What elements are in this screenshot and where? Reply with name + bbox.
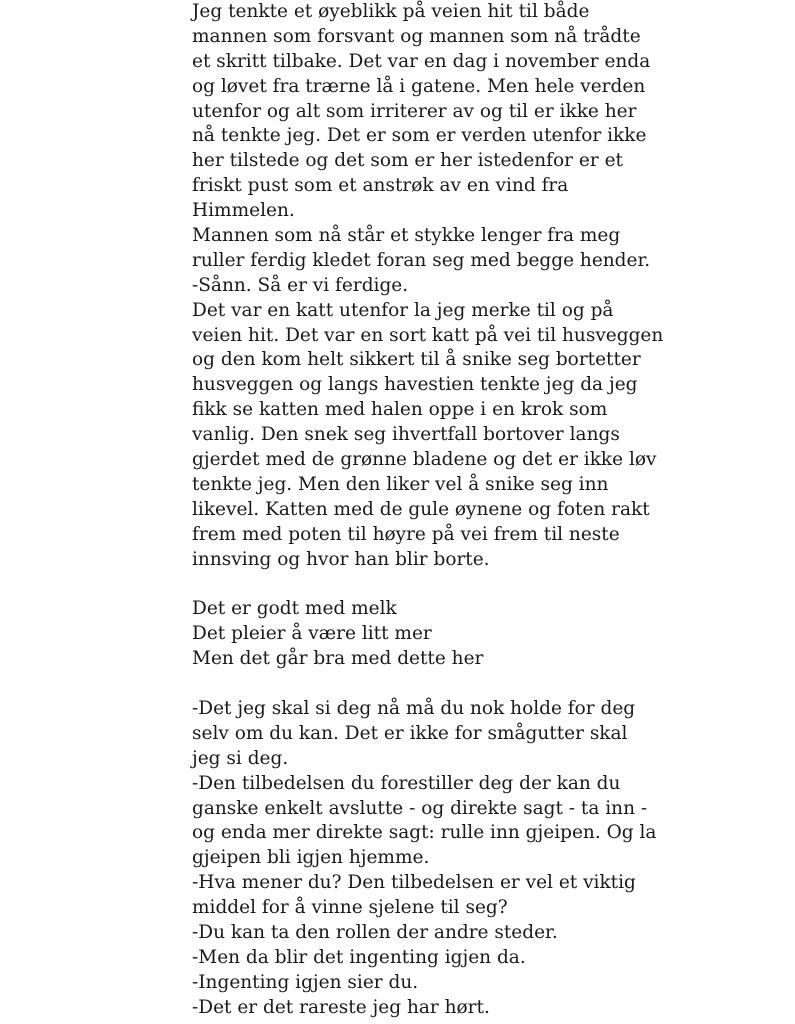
- dialogue-line: -Det er det rareste jeg har hørt.: [192, 996, 490, 1018]
- blank-line: [192, 572, 622, 597]
- verse-line: Det er godt med melk: [192, 598, 397, 620]
- text-line: nå tenkte jeg. Det er som er verden utenfor ikke: [192, 125, 647, 147]
- text-line: innsving og hvor han blir borte.: [192, 548, 490, 570]
- dialogue-line: -Men da blir det ingenting igjen da.: [192, 946, 526, 968]
- text-line: her tilstede og det som er her istedenfor er et: [192, 150, 623, 172]
- dialogue-line: -Hva mener du? Den tilbedelsen er vel et viktig: [192, 872, 636, 894]
- text-line: Det var en katt utenfor la jeg merke til og på: [192, 299, 614, 321]
- dialogue-line: og enda mer direkte sagt: rulle inn gjeipen. Og la: [192, 822, 657, 844]
- text-line: vanlig. Den snek seg ihvertfall bortover langs: [192, 424, 620, 446]
- text-line: fikk se katten med halen oppe i en krok som: [192, 399, 608, 421]
- dialogue-line: ganske enkelt avslutte - og direkte sagt - ta inn -: [192, 797, 648, 819]
- dialogue-line: -Sånn. Så er vi ferdige.: [192, 274, 409, 296]
- dialogue-line: selv om du kan. Det er ikke for smågutter skal: [192, 722, 628, 744]
- text-line: friskt pust som et anstrøk av en vind fra: [192, 175, 569, 197]
- verse-line: Men det går bra med dette her: [192, 648, 484, 670]
- dialogue-line: -Det jeg skal si deg nå må du nok holde for deg: [192, 697, 636, 719]
- dialogue-line: -Ingenting igjen sier du.: [192, 971, 419, 993]
- text-line: gjerdet med de grønne bladene og det er ikke løv: [192, 449, 657, 471]
- text-line: utenfor og alt som irriterer av og til er ikke her: [192, 100, 637, 122]
- text-line: ruller ferdig kledet foran seg med begge hender.: [192, 249, 651, 271]
- dialogue-line: middel for å vinne sjelene til seg?: [192, 897, 508, 919]
- verse-line: Det pleier å være litt mer: [192, 623, 432, 645]
- text-line: frem med poten til høyre på vei frem til neste: [192, 523, 620, 545]
- text-line: veien hit. Det var en sort katt på vei til husveggen: [192, 324, 664, 346]
- dialogue-line: jeg si deg.: [192, 747, 289, 769]
- dialogue-line: -Den tilbedelsen du forestiller deg der kan du: [192, 772, 621, 794]
- text-line: og den kom helt sikkert til å snike seg bortetter: [192, 349, 641, 371]
- text-line: mannen som forsvant og mannen som nå trådte: [192, 25, 641, 47]
- dialogue-line: -Du kan ta den rollen der andre steder.: [192, 921, 558, 943]
- text-line: Mannen som nå står et stykke lenger fra meg: [192, 225, 621, 247]
- dialogue-line: gjeipen bli igjen hjemme.: [192, 847, 430, 869]
- text-line: Himmelen.: [192, 200, 295, 222]
- text-line: husveggen og langs havestien tenkte jeg da jeg: [192, 374, 638, 396]
- text-line: tenkte jeg. Men den liker vel å snike seg inn: [192, 473, 609, 495]
- text-line: likevel. Katten med de gule øynene og foten rakt: [192, 498, 650, 520]
- text-line: et skritt tilbake. Det var en dag i november enda: [192, 50, 651, 72]
- text-line: Jeg tenkte et øyeblikk på veien hit til både: [192, 1, 590, 22]
- text-line: og løvet fra trærne lå i gatene. Men hele verden: [192, 75, 646, 97]
- blank-line: [192, 672, 622, 697]
- document-page: [192, 0, 664, 1021]
